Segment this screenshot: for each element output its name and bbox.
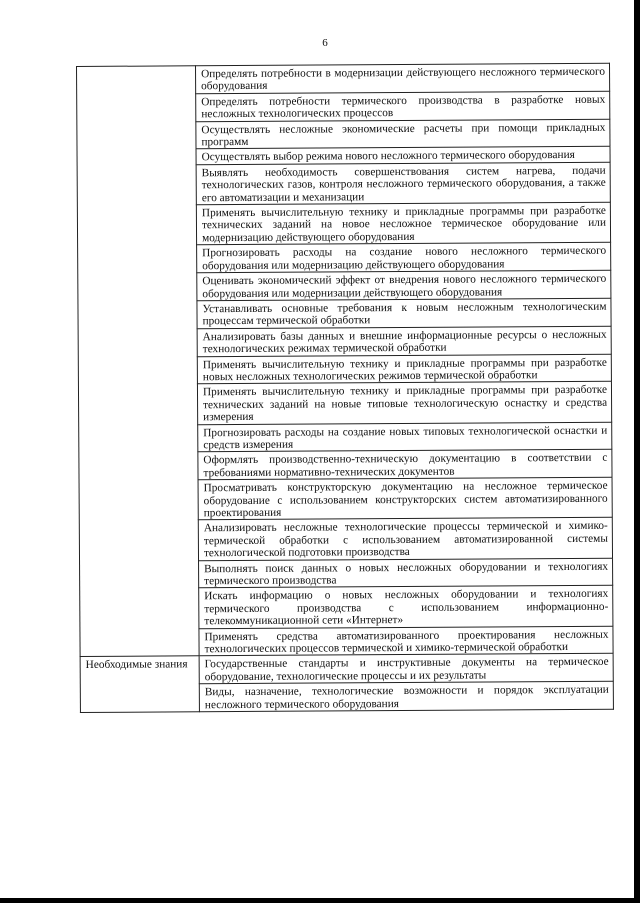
scan-edge-right	[634, 0, 640, 903]
scan-edge-bottom	[0, 898, 640, 903]
skill-item: Искать информацию о новых несложных оборудовании и технологиях термического производства с использованием информационно-телекоммуникационной сети «Интернет»	[199, 586, 613, 629]
skill-item: Прогнозировать расходы на создание новых типовых технологической оснастки и средств измерения	[198, 422, 612, 452]
skill-item: Применять вычислительную технику и прикладные программы при разработке технических заданий на новое несложное термическое оборудование или модернизацию действующего оборудования	[196, 202, 610, 245]
skills-label-cell	[77, 66, 200, 657]
skill-item: Применять вычислительную технику и прикладные программы при разработке новых несложных технологических режимов термической обработки	[197, 354, 611, 384]
skill-item: Применять средства автоматизированного проектирования несложных технологических процессов термической и химико-термической обработки	[199, 626, 613, 656]
knowledge-item: Виды, назначение, технологические возможности и порядок эксплуатации несложного термического оборудования	[199, 682, 613, 712]
skill-item: Применять вычислительную технику и прикладные программы при разработке технических заданий на новые типовые технологическую оснастку и средства измерения	[197, 382, 611, 425]
skill-item: Выявлять необходимость совершенствования систем нагрева, подачи технологических газов, контроля несложного термического оборудования, а также его автоматизации и механизации	[196, 162, 610, 205]
skill-item: Выполнять поиск данных о новых несложных оборудовании и технологиях термического производства	[199, 558, 613, 588]
skill-item: Анализировать несложные технологические процессы термической и химико-термической обработки с использованием автоматизированной системы технологической подготовки производства	[198, 518, 612, 561]
skill-item: Просматривать конструкторскую документацию на несложное термическое оборудование с использованием конструкторских систем автоматизированного проектирования	[198, 477, 612, 520]
skill-item: Определять потребности в модернизации действующего несложного термического оборудования	[196, 63, 610, 93]
knowledge-label: Необходимые знания	[80, 656, 199, 712]
skill-item: Анализировать базы данных и внешние информационные ресурсы о несложных технологических режимах термической обработки	[197, 326, 611, 356]
skill-item: Прогнозировать расходы на создание нового несложного термического оборудования или модернизацию действующего оборудования	[197, 243, 611, 273]
skill-item: Оценивать экономический эффект от внедрения нового несложного термического оборудования или модернизации действующего оборудования	[197, 270, 611, 300]
skill-item: Осуществлять несложные экономические расчеты при помощи прикладных программ	[196, 119, 610, 149]
competency-table	[76, 63, 614, 713]
page-number: 6	[322, 37, 328, 49]
skill-item: Оформлять производственно-техническую документацию в соответствии с требованиями нормативно-технических документов	[198, 450, 612, 480]
skill-item: Устанавливать основные требования к новым несложным технологическим процессам термической обработки	[197, 298, 611, 328]
knowledge-item: Государственные стандарты и инструктивные документы на термическое оборудование, технологические процессы и их результаты	[199, 654, 613, 684]
table-row	[77, 63, 610, 94]
table-row	[80, 654, 613, 685]
skill-item: Осуществлять выбор режима нового несложного термического оборудования	[196, 147, 610, 165]
skill-item: Определять потребности термического производства в разработке новых несложных технологических процессов	[196, 91, 610, 121]
